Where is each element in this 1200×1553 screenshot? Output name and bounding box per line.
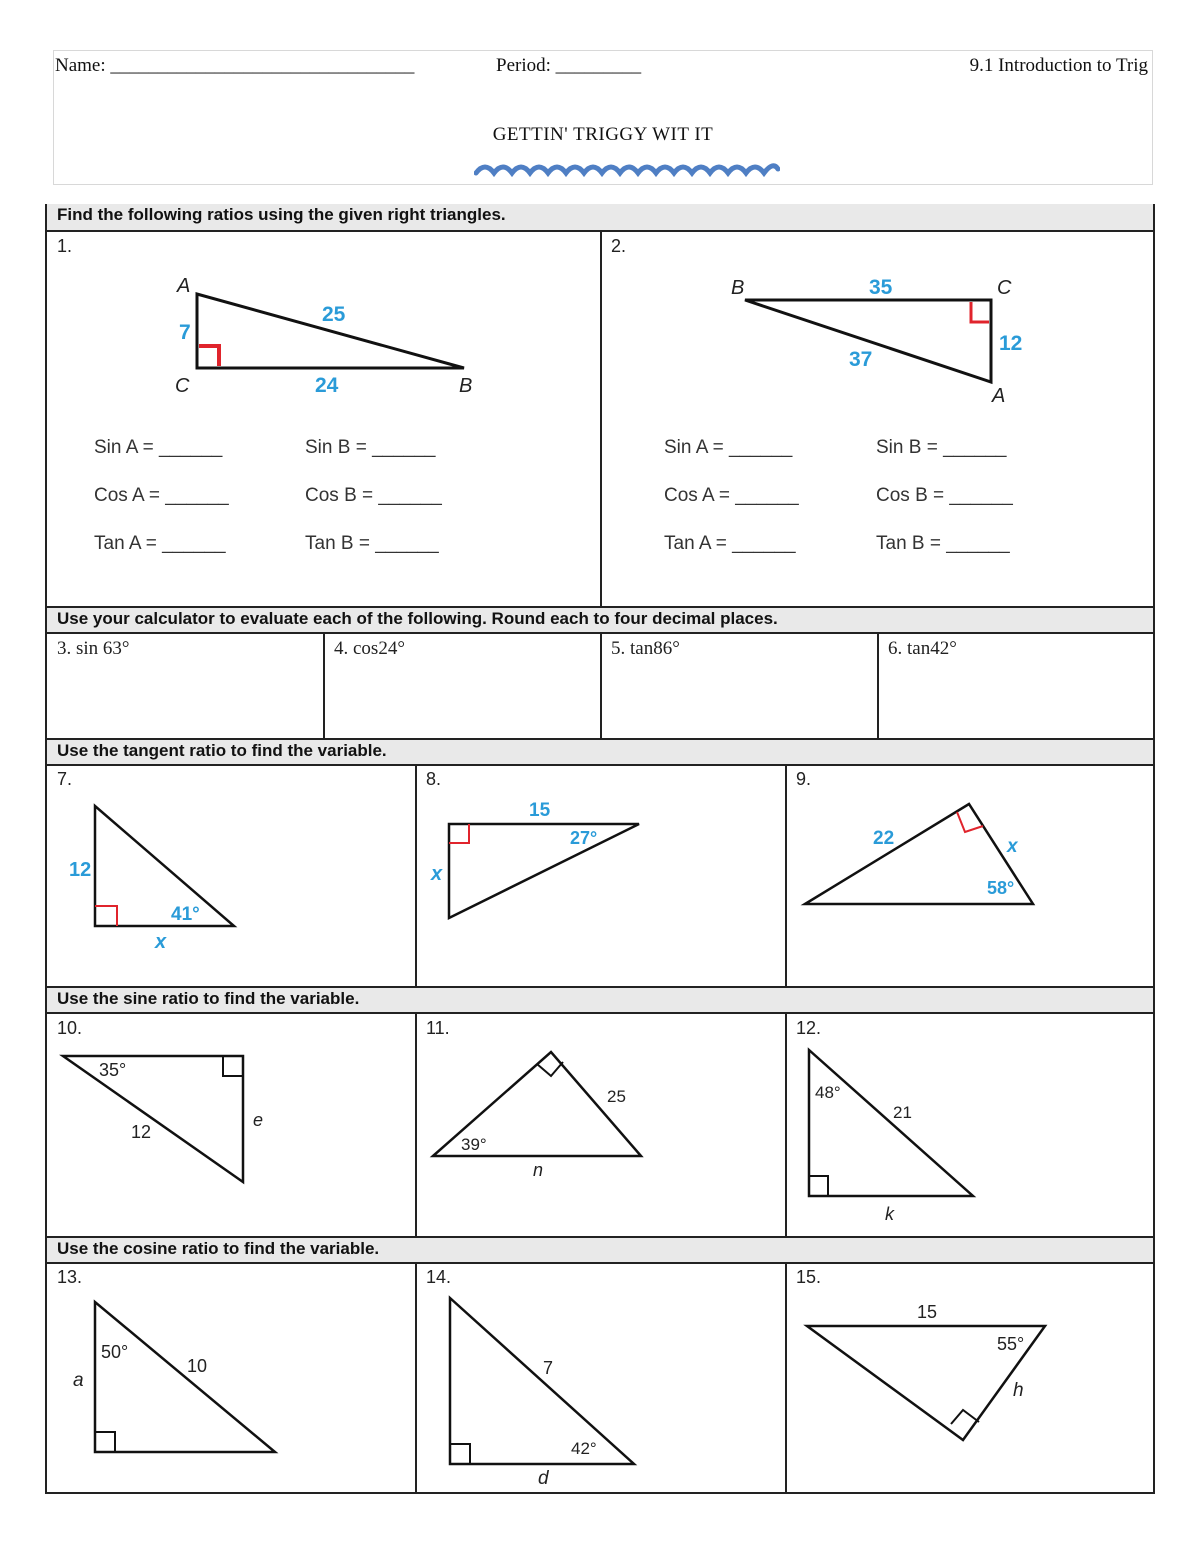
ratio-cos-b: Cos B = ______ xyxy=(305,485,442,506)
section-header-sine: Use the sine ratio to find the variable. xyxy=(47,986,1153,1014)
ratio-sin-a: Sin A = ______ xyxy=(664,437,793,458)
side-label: 12 xyxy=(999,332,1023,355)
angle-label: 42° xyxy=(571,1439,597,1458)
divider xyxy=(785,1264,787,1494)
figure-2-triangle xyxy=(717,266,1057,416)
vertex-label: B xyxy=(731,277,745,299)
variable-label: x xyxy=(1007,836,1018,857)
variable-label: h xyxy=(1013,1380,1024,1401)
divider xyxy=(785,766,787,986)
problem-number: 11. xyxy=(426,1018,450,1038)
side-label: 12 xyxy=(69,859,92,881)
section-header-tangent: Use the tangent ratio to find the variable. xyxy=(47,738,1153,766)
vertex-label: C xyxy=(175,375,190,397)
figure-1-triangle xyxy=(167,266,497,406)
problem-number: 12. xyxy=(796,1018,822,1038)
ratio-sin-a: Sin A = ______ xyxy=(94,437,223,458)
problem-4: 4. cos24° xyxy=(334,638,405,659)
figure-13-triangle xyxy=(57,1292,317,1462)
side-label: 12 xyxy=(131,1122,152,1142)
divider xyxy=(415,1014,417,1236)
divider xyxy=(785,1014,787,1236)
side-label: 15 xyxy=(529,800,551,821)
problem-number: 13. xyxy=(57,1267,83,1287)
figure-14-triangle xyxy=(427,1292,677,1488)
side-label: 35 xyxy=(869,276,893,299)
side-label: 21 xyxy=(893,1103,912,1122)
worksheet-header xyxy=(53,50,1153,185)
side-label: 24 xyxy=(315,374,339,397)
figure-9-triangle xyxy=(797,796,1107,926)
ratio-tan-b: Tan B = ______ xyxy=(305,533,439,554)
side-label: 7 xyxy=(179,321,191,344)
section-label: 9.1 Introduction to Trig xyxy=(969,55,1148,76)
section-header-calculator: Use your calculator to evaluate each of the following. Round each to four decimal places. xyxy=(47,606,1153,634)
problem-number: 1. xyxy=(57,236,73,256)
variable-label: a xyxy=(73,1370,84,1391)
figure-8-triangle xyxy=(427,796,657,936)
side-label: 7 xyxy=(543,1358,554,1378)
angle-label: 39° xyxy=(461,1135,487,1154)
section-header-cosine: Use the cosine ratio to find the variable. xyxy=(47,1236,1153,1264)
ratio-tan-b: Tan B = ______ xyxy=(876,533,1010,554)
problem-5: 5. tan86° xyxy=(611,638,680,659)
problem-3: 3. sin 63° xyxy=(57,638,130,659)
angle-label: 48° xyxy=(815,1083,841,1102)
period-field-label: Period: _________ xyxy=(496,55,642,76)
problem-6: 6. tan42° xyxy=(888,638,957,659)
ratio-sin-b: Sin B = ______ xyxy=(305,437,436,458)
worksheet-table xyxy=(45,204,1155,1494)
side-label: 15 xyxy=(917,1302,938,1322)
side-label: 37 xyxy=(849,348,873,371)
variable-label: x xyxy=(155,931,167,953)
vertex-label: A xyxy=(992,385,1006,407)
problem-number: 15. xyxy=(796,1267,822,1287)
page-title: GETTIN' TRIGGY WIT IT xyxy=(492,124,714,145)
side-label: 22 xyxy=(873,828,895,849)
figure-15-triangle xyxy=(797,1292,1057,1452)
variable-label: n xyxy=(533,1160,544,1180)
ratio-tan-a: Tan A = ______ xyxy=(664,533,796,554)
side-label: 25 xyxy=(607,1087,626,1106)
ratio-cos-a: Cos A = ______ xyxy=(664,485,799,506)
ratio-cos-b: Cos B = ______ xyxy=(876,485,1013,506)
figure-7-triangle xyxy=(57,796,287,956)
side-label: 25 xyxy=(322,303,346,326)
variable-label: k xyxy=(885,1204,894,1224)
variable-label: e xyxy=(253,1110,264,1130)
side-label: 10 xyxy=(187,1356,208,1376)
problem-number: 8. xyxy=(426,769,442,789)
divider xyxy=(600,232,602,606)
divider xyxy=(323,634,325,738)
variable-label: d xyxy=(538,1468,549,1488)
angle-label: 35° xyxy=(99,1060,127,1080)
figure-11-triangle xyxy=(427,1046,667,1196)
ratio-cos-a: Cos A = ______ xyxy=(94,485,229,506)
ratio-sin-b: Sin B = ______ xyxy=(876,437,1007,458)
figure-12-triangle xyxy=(797,1044,1047,1224)
angle-label: 41° xyxy=(171,904,200,925)
vertex-label: B xyxy=(459,375,473,397)
angle-label: 58° xyxy=(987,878,1015,898)
vertex-label: A xyxy=(177,275,191,297)
problem-number: 7. xyxy=(57,769,73,789)
wave-underline-decoration xyxy=(474,159,780,181)
divider xyxy=(600,634,602,738)
problem-number: 10. xyxy=(57,1018,83,1038)
figure-10-triangle xyxy=(57,1046,317,1196)
angle-label: 27° xyxy=(570,828,598,848)
problem-number: 9. xyxy=(796,769,812,789)
name-field-label: Name: ________________________________ xyxy=(55,55,415,76)
problem-number: 2. xyxy=(611,236,627,256)
variable-label: x xyxy=(431,863,443,885)
section-header-ratios: Find the following ratios using the given right triangles. xyxy=(47,204,1153,232)
angle-label: 55° xyxy=(997,1334,1025,1354)
divider xyxy=(415,766,417,986)
problem-number: 14. xyxy=(426,1267,452,1287)
divider xyxy=(877,634,879,738)
vertex-label: C xyxy=(997,277,1012,299)
divider xyxy=(415,1264,417,1494)
angle-label: 50° xyxy=(101,1342,129,1362)
ratio-tan-a: Tan A = ______ xyxy=(94,533,226,554)
